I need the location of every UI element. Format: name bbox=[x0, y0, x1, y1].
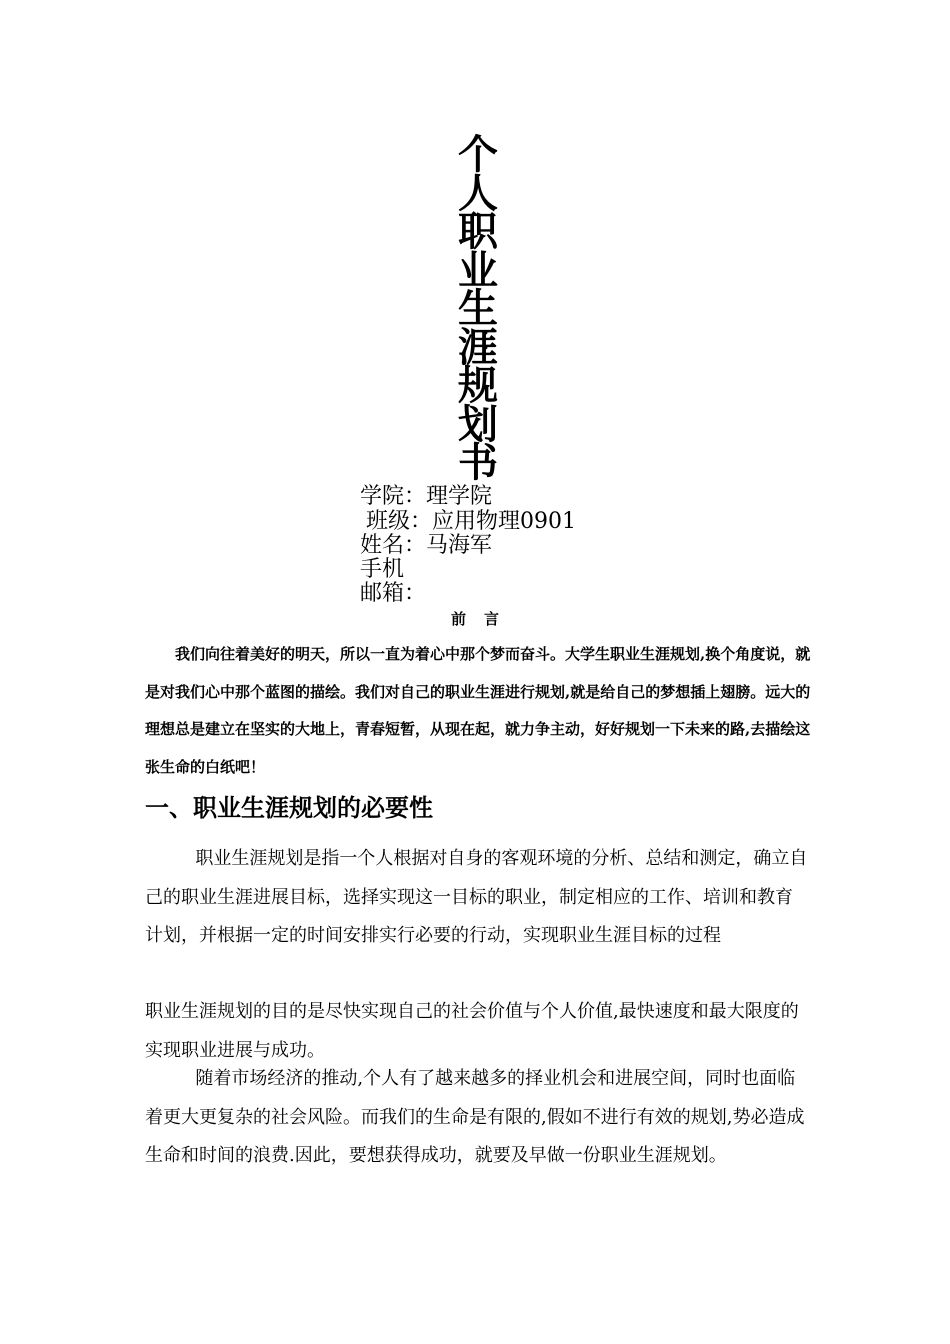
info-phone: 手机 bbox=[360, 557, 405, 582]
info-name: 姓名：马海军 bbox=[360, 533, 493, 558]
paragraph-market: 随着市场经济的推动,个人有了越来越多的择业机会和进展空间，同时也面临着更大更复杂的社会风险。而我们的生命是有限的,假如不进行有效的规划,势必造成生命和时间的浪费.因此，要想获得成功，就要及早做一份职业生涯规划。 bbox=[145, 1068, 805, 1166]
preface-body: 我们向往着美好的明天，所以一直为着心中那个梦而奋斗。大学生职业生涯规划,换个角度说，就是对我们心中那个蓝图的描绘。我们对自己的职业生涯进行规划,就是给自己的梦想插上翅膀。远大的理想总是建立在坚实的大地上，青春短暂，从现在起，就力争主动，好好规划一下未来的路,去描绘这张生命的白纸吧！ bbox=[145, 645, 811, 776]
info-email: 邮箱： bbox=[360, 581, 427, 606]
preface-heading: 前言 bbox=[451, 610, 518, 628]
paragraph-definition: 职业生涯规划是指一个人根据对自身的客观环境的分析、总结和测定，确立自己的职业生涯进展目标，选择实现这一目标的职业，制定相应的工作、培训和教育计划，并根据一定的时间安排实行必要的行动，实现职业生涯目标的过程 bbox=[145, 848, 808, 946]
info-college: 学院：理学院 bbox=[360, 484, 493, 509]
section-heading: 一、职业生涯规划的必要性 bbox=[145, 794, 433, 822]
info-class: 班级：应用物理0901 bbox=[366, 509, 576, 534]
document-title: 个人职业生涯规划书 bbox=[458, 132, 498, 486]
paragraph-purpose: 职业生涯规划的目的是尽快实现自己的社会价值与个人价值,最快速度和最大限度的实现职业进展与成功。 bbox=[145, 1001, 799, 1061]
